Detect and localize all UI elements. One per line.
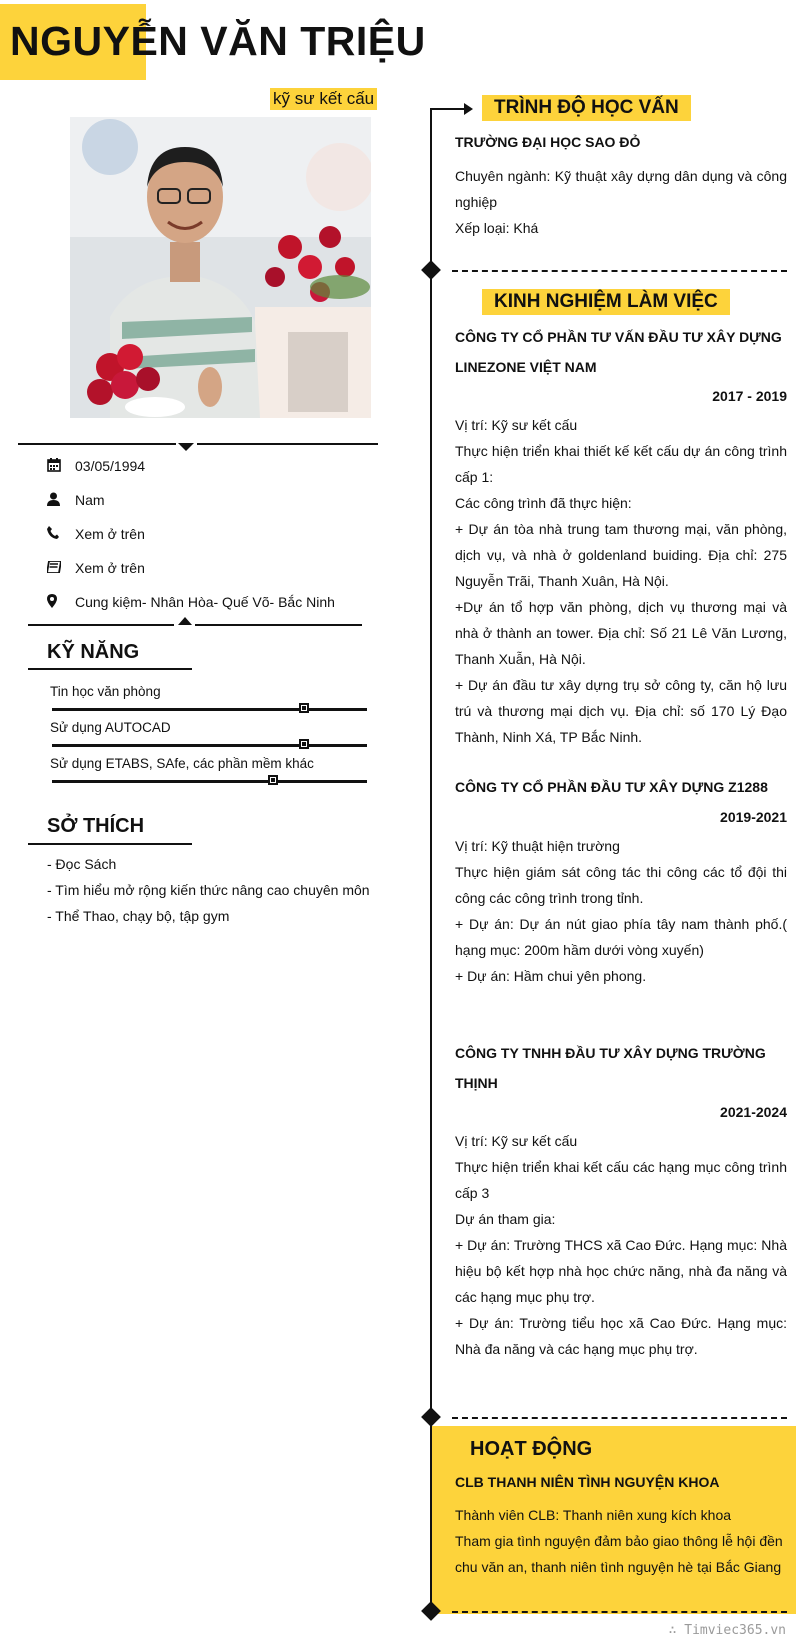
- location-pin-icon: [47, 594, 75, 611]
- skill-level-marker: [299, 703, 309, 713]
- job-period: 2021-2024: [720, 1104, 787, 1120]
- dashed-divider: [452, 1611, 787, 1613]
- education-title: TRÌNH ĐỘ HỌC VẤN: [482, 95, 691, 121]
- job-company: CÔNG TY CỔ PHẦN TƯ VẤN ĐẦU TƯ XÂY DỰNG LINEZONE VIỆT NAM: [455, 329, 782, 375]
- job-detail: + Dự án đầu tư xây dựng trụ sở công ty, căn hộ lưu trú và thương mại dịch vụ. Địa chỉ: số 170 Lý Đạo Thành, Ninh Xá, TP Bắc Ninh.: [455, 677, 787, 745]
- divider: [195, 624, 362, 626]
- job-detail: Dự án tham gia:: [455, 1211, 556, 1227]
- candidate-name: NGUYỄN VĂN TRIỆU: [10, 18, 426, 64]
- job-company: CÔNG TY TNHH ĐẦU TƯ XÂY DỰNG TRƯỜNG THỊNH: [455, 1045, 766, 1091]
- experience-title: KINH NGHIỆM LÀM VIỆC: [482, 289, 730, 315]
- divider: [18, 443, 176, 445]
- timeline-line: [430, 108, 432, 1616]
- job-detail: Vị trí: Kỹ thuật hiện trường: [455, 838, 620, 854]
- watermark: ∴ Timviec365.vn: [668, 1623, 786, 1638]
- skill-bar: [52, 780, 367, 783]
- skill-bar: [52, 708, 367, 711]
- hobbies-title: SỞ THÍCH: [47, 815, 145, 837]
- hobby-item: - Đọc Sách: [47, 856, 117, 872]
- email-icon: [47, 560, 75, 576]
- job-company: CÔNG TY CỔ PHẦN ĐẦU TƯ XÂY DỰNG Z1288: [455, 779, 768, 795]
- job-detail: + Dự án: Hầm chui yên phong.: [455, 968, 647, 984]
- info-phone: [47, 524, 145, 544]
- school-name: TRƯỜNG ĐẠI HỌC SAO ĐỎ: [455, 134, 641, 150]
- hobby-item: - Tìm hiểu mở rộng kiến thức nâng cao chuyên môn: [47, 882, 370, 898]
- caret-up-icon: [178, 617, 192, 625]
- info-gender: [47, 490, 105, 510]
- job-detail: + Dự án tòa nhà trung tam thương mại, văn phòng, dịch vụ, và nhà ở goldenland buiding. Địa chỉ: 275 Nguyễn Trãi, Thanh Xuân, Hà Nội.: [455, 521, 787, 589]
- skill-level-marker: [299, 739, 309, 749]
- info-value: Xem ở trên: [75, 560, 145, 576]
- job-detail: +Dự án tổ hợp văn phòng, dịch vụ thương mại và nhà ở thành an tower. Địa chỉ: Số 21 Lê Văn Lương, Thanh Xuẫn, Hà Nội.: [455, 599, 787, 667]
- skills-underline: [28, 668, 192, 670]
- hobby-item: - Thể Thao, chạy bộ, tập gym: [47, 908, 230, 924]
- job-detail: + Dự án: Dự án nút giao phía tây nam thành phố.( hạng mục: 200m hầm dưới vòng xuyến): [455, 916, 787, 958]
- skill-label: Sử dụng ETABS, SAfe, các phần mềm khác: [50, 756, 314, 771]
- divider: [197, 443, 378, 445]
- activity-org: CLB THANH NIÊN TÌNH NGUYỆN KHOA: [455, 1474, 720, 1490]
- timeline-arrow-stem: [430, 108, 466, 110]
- dashed-divider: [452, 270, 787, 272]
- calendar-icon: [47, 458, 75, 475]
- info-value: Nam: [75, 492, 105, 508]
- info-birthdate: [47, 456, 145, 476]
- info-value: Cung kiệm- Nhân Hòa- Quế Võ- Bắc Ninh: [75, 594, 335, 610]
- education-grade: Xếp loại: Khá: [455, 220, 539, 236]
- job-period: 2019-2021: [720, 809, 787, 825]
- job-detail: + Dự án: Trường tiểu học xã Cao Đức. Hạng mục: Nhà đa năng và các hạng mục phụ trợ.: [455, 1315, 787, 1357]
- job-detail: Vị trí: Kỹ sư kết cấu: [455, 417, 578, 433]
- activities-title: HOẠT ĐỘNG: [470, 1438, 593, 1460]
- job-detail: Thực hiện triển khai kết cấu các hạng mục công trình cấp 3: [455, 1159, 787, 1201]
- user-icon: [47, 492, 75, 509]
- timeline-diamond: [421, 1407, 441, 1427]
- profile-photo: [70, 117, 371, 418]
- skills-title: KỸ NĂNG: [47, 641, 140, 663]
- info-value: Xem ở trên: [75, 526, 145, 542]
- skill-bar: [52, 744, 367, 747]
- skill-level-marker: [268, 775, 278, 785]
- activity-detail: Tham gia tình nguyện đảm bảo giao thông lễ hội đền chu văn an, thanh niên tình nguyện hè tại Bắc Giang: [455, 1533, 783, 1575]
- job-detail: + Dự án: Trường THCS xã Cao Đức. Hạng mục: Nhà hiệu bộ kết hợp nhà học chức năng, nhà đa năng và các hạng mục phụ trợ.: [455, 1237, 787, 1305]
- arrow-right-icon: [464, 103, 473, 115]
- profile-photo-illustration: [70, 117, 371, 418]
- timeline-diamond: [421, 260, 441, 280]
- caret-down-icon: [178, 443, 194, 451]
- job-period: 2017 - 2019: [712, 388, 787, 404]
- job-detail: Vị trí: Kỹ sư kết cấu: [455, 1133, 578, 1149]
- divider: [28, 624, 174, 626]
- info-address: [47, 592, 335, 612]
- hobbies-underline: [28, 843, 192, 845]
- activity-detail: Thành viên CLB: Thanh niên xung kích khoa: [455, 1507, 732, 1523]
- phone-icon: [47, 526, 75, 542]
- skill-label: Sử dụng AUTOCAD: [50, 720, 171, 735]
- info-value: 03/05/1994: [75, 458, 146, 474]
- skill-label: Tin học văn phòng: [50, 684, 161, 699]
- job-title: kỹ sư kết cấu: [270, 88, 377, 110]
- education-major: Chuyên ngành: Kỹ thuật xây dựng dân dụng và công nghiệp: [455, 168, 787, 210]
- watermark-text: Timviec365.vn: [684, 1623, 786, 1638]
- job-detail: Thực hiện giám sát công tác thi công các tổ đội thi công các công trình trong tỉnh.: [455, 864, 787, 906]
- dashed-divider: [452, 1417, 787, 1419]
- job-detail: Thực hiện triển khai thiết kế kết cấu dự án công trình cấp 1:: [455, 443, 787, 485]
- job-detail: Các công trình đã thực hiện:: [455, 495, 632, 511]
- info-email: [47, 558, 145, 578]
